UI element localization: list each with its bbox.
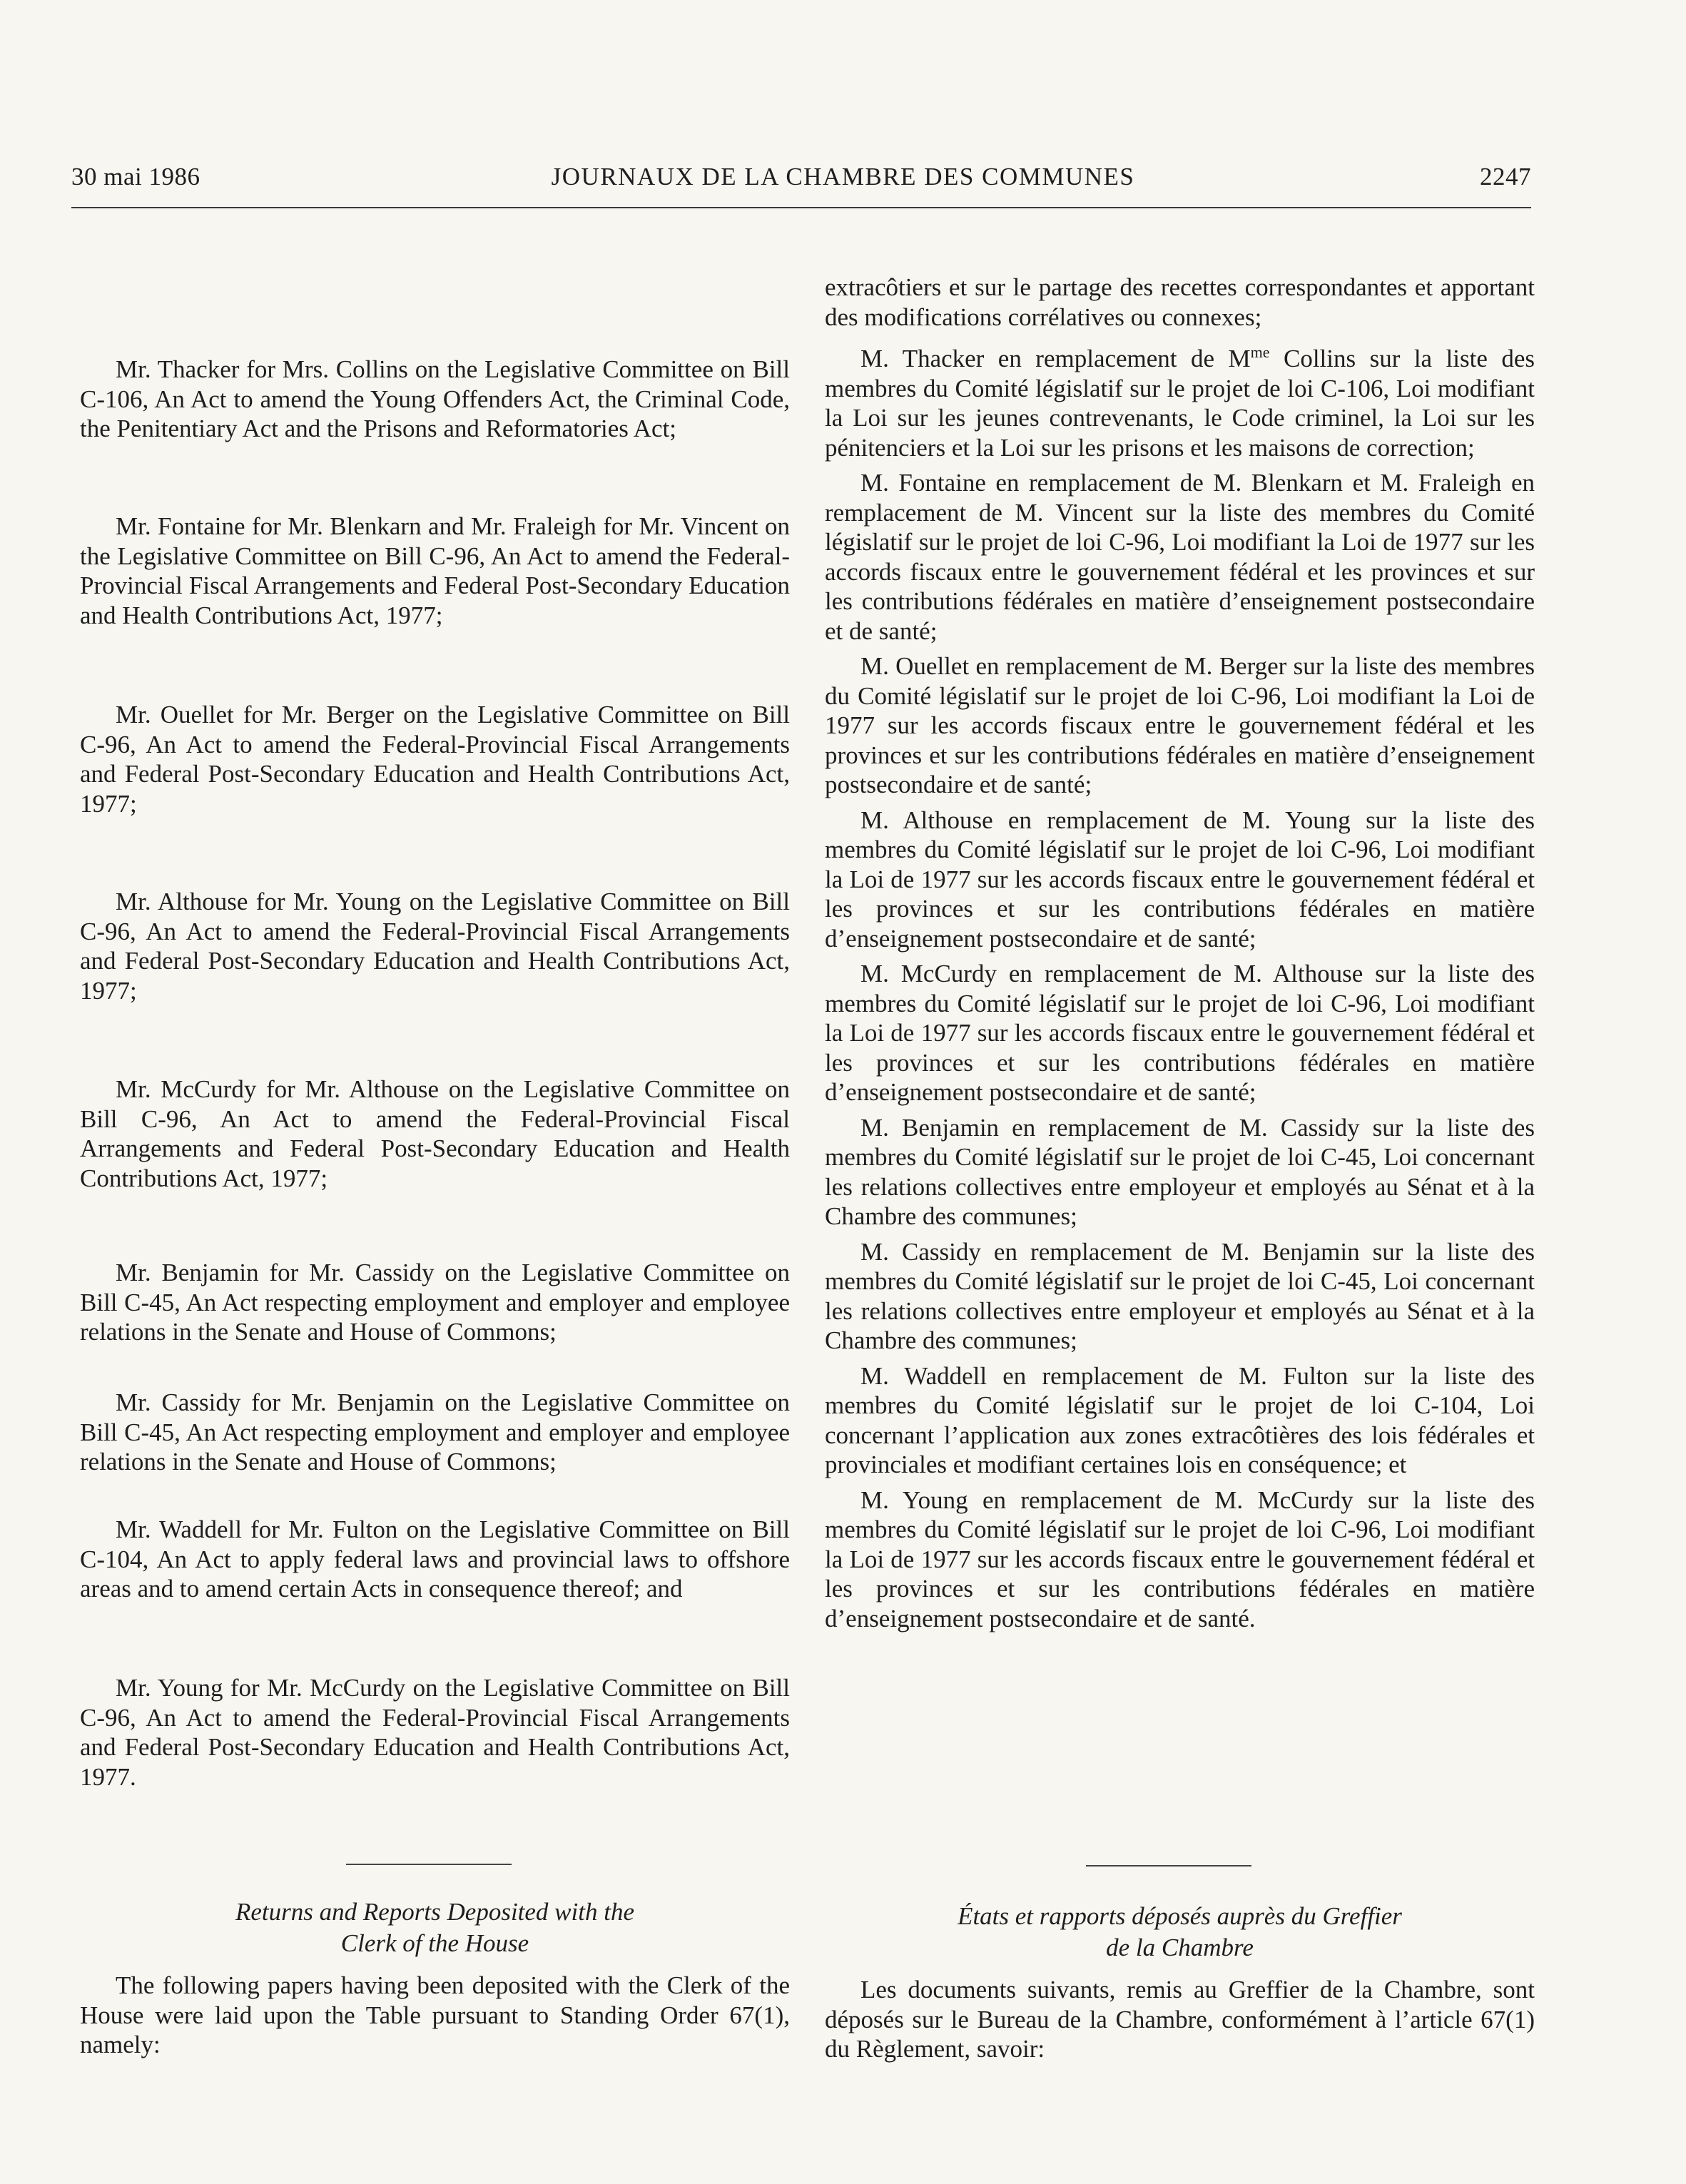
header-rule bbox=[71, 207, 1531, 208]
right-section-title bbox=[825, 1901, 1535, 1964]
left-section-body: The following papers having been deposited with the Clerk of the House were laid upon the Table pursuant to Standing Order 67(1), namely: bbox=[80, 1971, 790, 2058]
right-section-title-line2: de la Chambre bbox=[1106, 1934, 1254, 1961]
left-paragraph-althouse: Mr. Althouse for Mr. Young on the Legislative Committee on Bill C-96, An Act to amend the Federal-Provincial Fiscal Arrangements and Federal Post-Secondary Education and Health Contributions Act, 1977; bbox=[80, 888, 790, 1005]
right-paragraph-cassidy: M. Cassidy en remplacement de M. Benjamin sur la liste des membres du Comité législatif sur le projet de loi C-45, Loi concernant les relations collectives entre employeur et employés au Sénat et à la Chambre des communes; bbox=[825, 1237, 1535, 1354]
right-column bbox=[825, 273, 1535, 1639]
right-paragraph-althouse: M. Althouse en remplacement de M. Young sur la liste des membres du Comité législatif sur le projet de loi C-96, Loi modifiant la Loi de 1977 sur les accords fiscaux entre le gouvernement fédéral et les provinces et sur les contributions fédérales en matière d’enseignement postsecondaire et de santé; bbox=[825, 806, 1535, 953]
right-paragraph-thacker-start: M. Thacker en remplacement de M bbox=[860, 345, 1251, 372]
left-paragraph-young: Mr. Young for Mr. McCurdy on the Legislative Committee on Bill C-96, An Act to amend the Federal-Provincial Fiscal Arrangements and Federal Post-Secondary Education and Health Contributions Act, 1977. bbox=[80, 1674, 790, 1791]
right-separator bbox=[1086, 1865, 1251, 1866]
header-title: JOURNAUX DE LA CHAMBRE DES COMMUNES bbox=[551, 163, 1135, 191]
right-paragraph-waddell: M. Waddell en remplacement de M. Fulton sur la liste des membres du Comité législatif sur le projet de loi C-104, Loi concernant l’application aux zones extracôtières des lois fédérales et provinciales et modifiant certaines lois en conséquence; et bbox=[825, 1361, 1535, 1478]
left-section-title-line2: Clerk of the House bbox=[340, 1929, 529, 1957]
right-section-title-line1: États et rapports déposés auprès du Greffier bbox=[958, 1902, 1402, 1930]
header-date: 30 mai 1986 bbox=[71, 163, 200, 191]
page-number: 2247 bbox=[1480, 163, 1531, 191]
left-paragraph-mccurdy: Mr. McCurdy for Mr. Althouse on the Legislative Committee on Bill C-96, An Act to amend the Federal-Provincial Fiscal Arrangements and Federal Post-Secondary Education and Health Contributions Act, 1977; bbox=[80, 1075, 790, 1192]
right-paragraph-thacker bbox=[825, 337, 1535, 462]
left-paragraph-fontaine: Mr. Fontaine for Mr. Blenkarn and Mr. Fraleigh for Mr. Vincent on the Legislative Committee on Bill C-96, An Act to amend the Federal-Provincial Fiscal Arrangements and Federal Post-Secondary Education and Health Contributions Act, 1977; bbox=[80, 512, 790, 629]
right-section-body: Les documents suivants, remis au Greffier de la Chambre, sont déposés sur le Bureau de la Chambre, conformément à l’article 67(1) du Règlement, savoir: bbox=[825, 1976, 1535, 2063]
left-section-title-line1: Returns and Reports Deposited with the bbox=[235, 1898, 634, 1926]
left-paragraph-cassidy: Mr. Cassidy for Mr. Benjamin on the Legislative Committee on Bill C-45, An Act respecting employment and employer and employee relations in the Senate and House of Commons; bbox=[80, 1388, 790, 1476]
left-paragraph-ouellet: Mr. Ouellet for Mr. Berger on the Legislative Committee on Bill C-96, An Act to amend the Federal-Provincial Fiscal Arrangements and Federal Post-Secondary Education and Health Contributions Act, 1977; bbox=[80, 701, 790, 818]
right-paragraph-thacker-sup: me bbox=[1250, 343, 1270, 361]
left-paragraph-benjamin: Mr. Benjamin for Mr. Cassidy on the Legislative Committee on Bill C-45, An Act respecting employment and employer and employee relations in the Senate and House of Commons; bbox=[80, 1259, 790, 1346]
right-paragraph-young: M. Young en remplacement de M. McCurdy sur la liste des membres du Comité législatif sur le projet de loi C-96, Loi modifiant la Loi de 1977 sur les accords fiscaux entre le gouvernement fédéral et les provinces et sur les contributions fédérales en matière d’enseignement postsecondaire et de santé. bbox=[825, 1485, 1535, 1632]
right-paragraph-benjamin: M. Benjamin en remplacement de M. Cassidy sur la liste des membres du Comité législatif sur le projet de loi C-45, Loi concernant les relations collectives entre employeur et employés au Sénat et à la Chambre des communes; bbox=[825, 1113, 1535, 1230]
left-paragraph-waddell: Mr. Waddell for Mr. Fulton on the Legislative Committee on Bill C-104, An Act to apply federal laws and provincial laws to offshore areas and to amend certain Acts in consequence thereof; and bbox=[80, 1515, 790, 1603]
right-continuation: extracôtiers et sur le partage des recettes correspondantes et apportant des modifications corrélatives ou connexes; bbox=[825, 273, 1535, 331]
left-paragraph-thacker: Mr. Thacker for Mrs. Collins on the Legislative Committee on Bill C-106, An Act to amend the Young Offenders Act, the Criminal Code, the Penitentiary Act and the Prisons and Reformatories Act; bbox=[80, 355, 790, 442]
right-paragraph-ouellet: M. Ouellet en remplacement de M. Berger sur la liste des membres du Comité législatif sur le projet de loi C-96, Loi modifiant la Loi de 1977 sur les accords fiscaux entre le gouvernement fédéral et les provinces et sur les contributions fédérales en matière d’enseignement postsecondaire et de santé; bbox=[825, 652, 1535, 798]
right-paragraph-thacker-rest: Collins sur la liste des membres du Comité législatif sur le projet de loi C-106, Loi modifiant la Loi sur les jeunes contrevenants, le Code criminel, la Loi sur les pénitenciers et la Loi sur les prisons et les maisons de correction; bbox=[825, 345, 1535, 462]
right-paragraph-mccurdy: M. McCurdy en remplacement de M. Althouse sur la liste des membres du Comité législatif sur le projet de loi C-96, Loi modifiant la Loi de 1977 sur les accords fiscaux entre le gouvernement fédéral et les provinces et sur les contributions fédérales en matière d’enseignement postsecondaire et de santé; bbox=[825, 960, 1535, 1106]
right-paragraph-fontaine: M. Fontaine en remplacement de M. Blenkarn et M. Fraleigh en remplacement de M. Vincent sur la liste des membres du Comité législatif sur le projet de loi C-96, Loi modifiant la Loi de 1977 sur les accords fiscaux entre le gouvernement fédéral et les provinces et sur les contributions fédérales en matière d’enseignement postsecondaire et de santé; bbox=[825, 469, 1535, 645]
left-separator bbox=[346, 1864, 512, 1865]
left-section-title bbox=[80, 1896, 790, 1959]
